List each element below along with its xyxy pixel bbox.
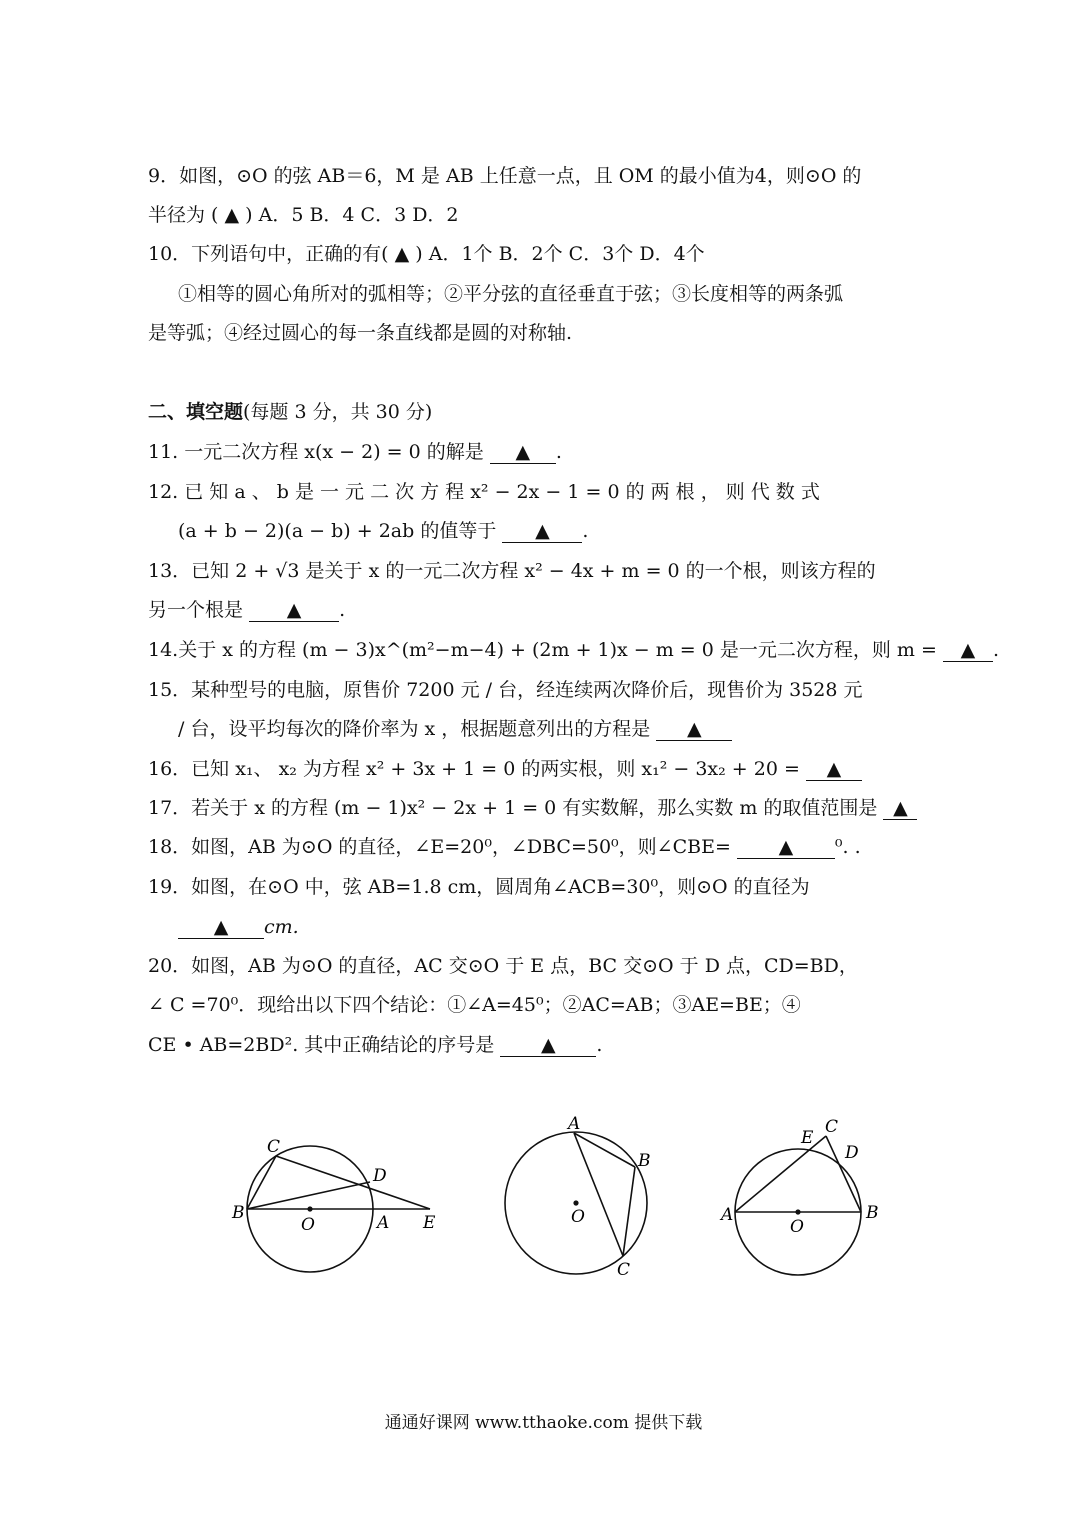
q11-blank[interactable]: ▲ bbox=[490, 441, 556, 464]
fig1-label-C: C bbox=[267, 1137, 281, 1157]
q15-line1: 15．某种型号的电脑，原售价 7200 元 / 台，经连续两次降价后，现售价为 3528 元 bbox=[148, 679, 863, 701]
q13-line2-wrap bbox=[148, 597, 948, 623]
figure-1 bbox=[247, 1146, 430, 1272]
fig3-center-dot bbox=[796, 1210, 800, 1214]
fig1-label-O: O bbox=[301, 1215, 315, 1235]
q16-text: 16．已知 x₁、 x₂ 为方程 x² + 3x + 1 = 0 的两实根，则 x₁² − 3x₂ + 20 = bbox=[148, 758, 800, 780]
section2-title: 二、填空题 bbox=[148, 401, 244, 423]
q18-end: ⁰. . bbox=[834, 836, 861, 858]
q16 bbox=[148, 756, 948, 782]
q17-blank[interactable]: ▲ bbox=[883, 797, 917, 820]
fig2-label-B: B bbox=[638, 1151, 651, 1171]
q15-blank[interactable]: ▲ bbox=[656, 718, 732, 741]
figures bbox=[0, 1100, 1087, 1300]
q16-blank[interactable]: ▲ bbox=[806, 758, 862, 781]
q10-line2: ①相等的圆心角所对的弧相等；②平分弦的直径垂直于弦；③长度相等的两条弧 bbox=[178, 283, 844, 305]
q12-blank[interactable]: ▲ bbox=[502, 520, 582, 543]
q15-line2-wrap bbox=[178, 716, 978, 742]
fig1-center-dot bbox=[308, 1207, 312, 1211]
q17-text: 17．若关于 x 的方程 (m − 1)x² − 2x + 1 = 0 有实数解，那么实数 m 的取值范围是 bbox=[148, 797, 878, 819]
q14 bbox=[148, 637, 1000, 663]
section2-heading bbox=[148, 399, 948, 425]
q19-line2 bbox=[178, 914, 978, 940]
figure-2 bbox=[505, 1132, 647, 1274]
q20-line3-wrap bbox=[148, 1032, 948, 1058]
fig3-label-A: A bbox=[721, 1205, 734, 1225]
q13-end: . bbox=[339, 599, 346, 621]
q19-unit: cm. bbox=[264, 916, 299, 938]
q11-end: . bbox=[555, 441, 562, 463]
q12-line2: (a + b − 2)(a − b) + 2ab 的值等于 bbox=[178, 520, 497, 542]
q13-line1: 13．已知 2 + √3 是关于 x 的一元二次方程 x² − 4x + m = 0 的一个根，则该方程的 bbox=[148, 560, 876, 582]
fig2-label-A: A bbox=[568, 1114, 581, 1134]
q13-line2: 另一个根是 bbox=[148, 599, 244, 621]
section2-note: (每题 3 分，共 30 分) bbox=[243, 401, 433, 423]
q20-end: . bbox=[596, 1034, 603, 1056]
q11-text: 11. 一元二次方程 x(x − 2) = 0 的解是 bbox=[148, 441, 484, 463]
q20-line2: ∠ C =70⁰．现给出以下四个结论：①∠A=45⁰；②AC=AB；③AE=BE；④ bbox=[148, 994, 801, 1016]
fig1-line-BD bbox=[247, 1182, 370, 1209]
q9-line1: 9．如图，⊙O 的弦 AB＝6，M 是 AB 上任意一点，且 OM 的最小值为4，则⊙O 的 bbox=[148, 165, 862, 187]
q20-line3: CE • AB=2BD². 其中正确结论的序号是 bbox=[148, 1034, 495, 1056]
figure-3 bbox=[735, 1136, 861, 1275]
fig3-label-D: D bbox=[845, 1143, 859, 1163]
q18-text: 18．如图，AB 为⊙O 的直径，∠E=20⁰，∠DBC=50⁰，则∠CBE= bbox=[148, 836, 731, 858]
fig3-label-B: B bbox=[866, 1203, 879, 1223]
q9-line2: 半径为 ( ▲ ) A．5 B．4 C．3 D．2 bbox=[148, 204, 459, 226]
fig2-center-dot bbox=[574, 1201, 578, 1205]
q12-line2-wrap bbox=[178, 518, 978, 544]
q14-blank[interactable]: ▲ bbox=[943, 639, 993, 662]
fig3-label-O: O bbox=[790, 1217, 804, 1237]
fig2-label-C: C bbox=[617, 1260, 631, 1280]
fig2-line-BC bbox=[623, 1167, 635, 1256]
q12-end: . bbox=[582, 520, 589, 542]
q12-line1: 12. 已 知 a 、 b 是 一 元 二 次 方 程 x² − 2x − 1 = 0 的 两 根 ， 则 代 数 式 bbox=[148, 481, 820, 503]
q19-line1: 19．如图，在⊙O 中，弦 AB=1.8 cm，圆周角∠ACB=30⁰，则⊙O 的直径为 bbox=[148, 876, 810, 898]
q18 bbox=[148, 834, 948, 860]
q17 bbox=[148, 795, 948, 821]
q13-blank[interactable]: ▲ bbox=[249, 599, 339, 622]
q11 bbox=[148, 439, 948, 465]
q20-line1: 20．如图，AB 为⊙O 的直径，AC 交⊙O 于 E 点，BC 交⊙O 于 D 点，CD=BD， bbox=[148, 955, 858, 977]
q18-blank[interactable]: ▲ bbox=[737, 836, 835, 859]
q15-line2: / 台，设平均每次的降价率为 x ，根据题意列出的方程是 bbox=[178, 718, 651, 740]
fig3-label-E: E bbox=[801, 1128, 814, 1148]
fig1-line-BC bbox=[247, 1156, 276, 1209]
fig1-label-D: D bbox=[373, 1166, 387, 1186]
fig1-label-B: B bbox=[232, 1203, 245, 1223]
q10-line1: 10．下列语句中，正确的有( ▲ ) A．1个 B．2个 C．3个 D．4个 bbox=[148, 243, 705, 265]
q19-blank[interactable]: ▲ bbox=[178, 916, 264, 939]
q10-line3: 是等弧；④经过圆心的每一条直线都是圆的对称轴. bbox=[148, 322, 573, 344]
q14-text: 14.关于 x 的方程 (m − 3)x^(m²−m−4) + (2m + 1)x − m = 0 是一元二次方程，则 m = bbox=[148, 639, 937, 661]
q20-blank[interactable]: ▲ bbox=[500, 1034, 596, 1057]
fig1-label-E: E bbox=[423, 1213, 436, 1233]
fig3-label-C: C bbox=[825, 1117, 839, 1137]
fig2-line-AC bbox=[574, 1133, 623, 1256]
fig2-label-O: O bbox=[571, 1207, 585, 1227]
footer: 通通好课网 www.tthaoke.com 提供下载 bbox=[384, 1413, 703, 1433]
fig1-label-A: A bbox=[377, 1213, 390, 1233]
q14-end: . bbox=[992, 639, 1000, 661]
